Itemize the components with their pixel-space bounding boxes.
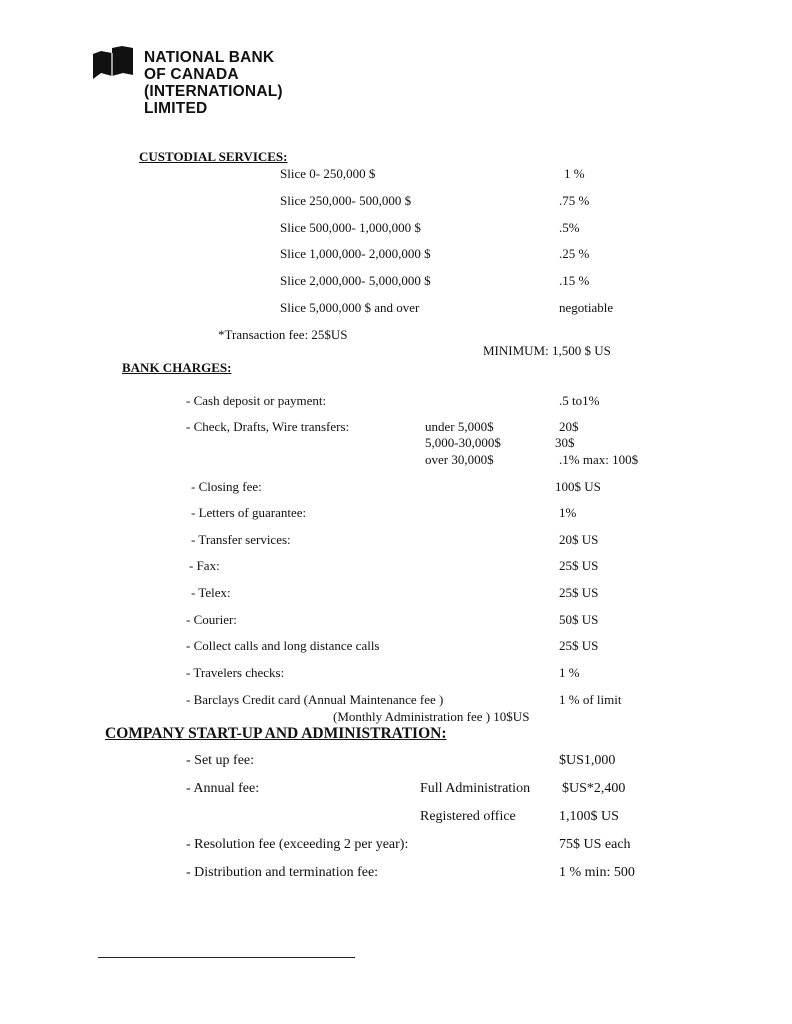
distribution-fee-label: - Distribution and termination fee: bbox=[186, 865, 379, 880]
fax-value: 25$ US bbox=[559, 558, 599, 573]
slice-rate: negotiable bbox=[559, 300, 614, 315]
slice-rate: 1 % bbox=[564, 166, 585, 181]
barclays-label: - Barclays Credit card (Annual Maintenance fee ) bbox=[186, 692, 444, 707]
barclays-value: 1 % of limit bbox=[559, 692, 622, 707]
full-admin-value: $US*2,400 bbox=[562, 781, 626, 796]
setup-fee-label: - Set up fee: bbox=[186, 753, 255, 768]
slice-rate: .15 % bbox=[559, 273, 590, 288]
monthly-admin-fee: (Monthly Administration fee ) 10$US bbox=[333, 709, 530, 724]
travelers-checks-label: - Travelers checks: bbox=[186, 665, 285, 680]
cash-deposit-value: .5 to1% bbox=[559, 393, 600, 408]
custodial-services-heading: CUSTODIAL SERVICES: bbox=[139, 149, 288, 164]
check-drafts-label: - Check, Drafts, Wire transfers: bbox=[186, 419, 350, 434]
courier-label: - Courier: bbox=[186, 612, 237, 627]
calls-label: - Collect calls and long distance calls bbox=[186, 638, 380, 653]
slice-label: Slice 5,000,000 $ and over bbox=[280, 300, 420, 315]
slice-label: Slice 0- 250,000 $ bbox=[280, 166, 376, 181]
transfer-services-value: 20$ US bbox=[559, 532, 599, 547]
flag-logo-icon bbox=[92, 45, 134, 85]
telex-value: 25$ US bbox=[559, 585, 599, 600]
bank-name-line4: LIMITED bbox=[144, 100, 208, 117]
transaction-fee: *Transaction fee: 25$US bbox=[218, 327, 348, 342]
minimum-fee: MINIMUM: 1,500 $ US bbox=[483, 343, 611, 358]
check-tier-range: 5,000-30,000$ bbox=[425, 435, 501, 450]
bank-name-line1: NATIONAL BANK bbox=[144, 49, 275, 66]
check-tier-range: over 30,000$ bbox=[425, 452, 494, 467]
bank-charges-heading: BANK CHARGES: bbox=[122, 360, 232, 375]
letters-guarantee-label: - Letters of guarantee: bbox=[191, 505, 307, 520]
registered-office-label: Registered office bbox=[420, 809, 516, 824]
closing-fee-value: 100$ US bbox=[555, 479, 601, 494]
resolution-fee-value: 75$ US each bbox=[559, 837, 631, 852]
resolution-fee-label: - Resolution fee (exceeding 2 per year): bbox=[186, 837, 409, 852]
slice-label: Slice 500,000- 1,000,000 $ bbox=[280, 220, 421, 235]
annual-fee-label: - Annual fee: bbox=[186, 781, 260, 796]
registered-office-value: 1,100$ US bbox=[559, 809, 619, 824]
check-tier-fee: 30$ bbox=[555, 435, 575, 450]
footnote-separator bbox=[98, 957, 355, 958]
check-tier-range: under 5,000$ bbox=[425, 419, 494, 434]
bank-name-line2: OF CANADA bbox=[144, 66, 239, 83]
fax-label: - Fax: bbox=[189, 558, 220, 573]
slice-rate: .25 % bbox=[559, 246, 590, 261]
check-tier-fee: .1% max: 100$ bbox=[559, 452, 639, 467]
cash-deposit-label: - Cash deposit or payment: bbox=[186, 393, 327, 408]
slice-rate: .5% bbox=[559, 220, 580, 235]
telex-label: - Telex: bbox=[191, 585, 231, 600]
letters-guarantee-value: 1% bbox=[559, 505, 577, 520]
distribution-fee-value: 1 % min: 500 bbox=[559, 865, 635, 880]
slice-label: Slice 250,000- 500,000 $ bbox=[280, 193, 412, 208]
travelers-checks-value: 1 % bbox=[559, 665, 580, 680]
calls-value: 25$ US bbox=[559, 638, 599, 653]
setup-fee-value: $US1,000 bbox=[559, 753, 616, 768]
bank-name bbox=[144, 49, 283, 117]
transfer-services-label: - Transfer services: bbox=[191, 532, 291, 547]
bank-name-line3: (INTERNATIONAL) bbox=[144, 83, 283, 100]
check-tier-fee: 20$ bbox=[559, 419, 579, 434]
courier-value: 50$ US bbox=[559, 612, 599, 627]
full-admin-label: Full Administration bbox=[420, 781, 531, 796]
closing-fee-label: - Closing fee: bbox=[191, 479, 262, 494]
bank-logo bbox=[92, 45, 134, 90]
slice-label: Slice 2,000,000- 5,000,000 $ bbox=[280, 273, 431, 288]
slice-label: Slice 1,000,000- 2,000,000 $ bbox=[280, 246, 431, 261]
company-startup-heading: COMPANY START-UP AND ADMINISTRATION: bbox=[105, 725, 447, 742]
slice-rate: .75 % bbox=[559, 193, 590, 208]
